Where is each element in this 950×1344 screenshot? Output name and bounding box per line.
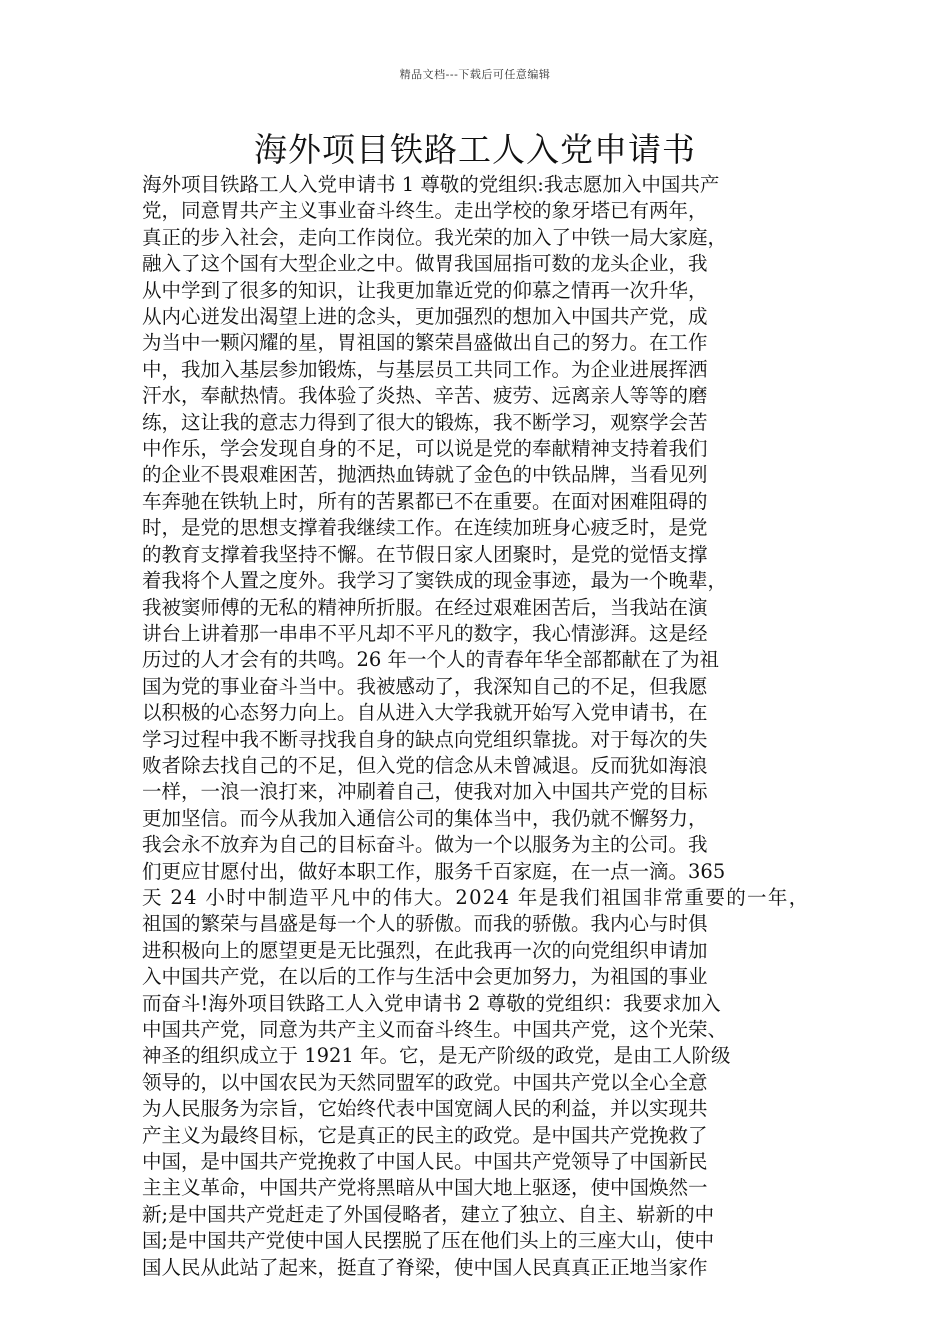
body-line: 主主义革命，中国共产党将黑暗从中国大地上驱逐，使中国焕然一 [142, 1176, 708, 1200]
body-line: 练，这让我的意志力得到了很大的锻炼，我不断学习，观察学会苦 [142, 410, 708, 434]
body-line: 从中学到了很多的知识，让我更加靠近党的仰慕之情再一次升华， [142, 278, 708, 302]
body-line: 从内心迸发出渴望上进的念头，更加强烈的想加入中国共产党，成 [142, 305, 708, 329]
body-line: 们更应甘愿付出，做好本职工作，服务千百家庭，在一点一滴。365 [142, 859, 726, 883]
body-line: 国为党的事业奋斗当中。我被感动了，我深知自己的不足，但我愿 [142, 674, 708, 698]
body-line: 党，同意胃共产主义事业奋斗终生。走出学校的象牙塔已有两年， [142, 199, 708, 223]
header-note: 精品文档---下载后可任意编辑 [399, 68, 551, 81]
body-line: 车奔驰在铁轨上时，所有的苦累都已不在重要。在面对困难阻碍的 [142, 489, 708, 513]
body-line: 以积极的心态努力向上。自从进入大学我就开始写入党申请书，在 [142, 701, 708, 725]
body-line: 中，我加入基层参加锻炼，与基层员工共同工作。为企业进展挥洒 [142, 357, 708, 381]
body-line: 中国，是中国共产党挽救了中国人民。中国共产党领导了中国新民 [142, 1150, 708, 1174]
body-line: 的教育支撑着我坚持不懈。在节假日家人团聚时，是党的觉悟支撑 [142, 542, 708, 566]
body-line: 的企业不畏艰难困苦，抛洒热血铸就了金色的中铁品牌，当看见列 [142, 463, 708, 487]
body-line: 着我将个人置之度外。我学习了窦铁成的现金事迹，最为一个晚辈， [142, 569, 728, 593]
body-line: 国;是中国共产党使中国人民摆脱了压在他们头上的三座大山，使中 [142, 1229, 715, 1253]
body-line: 讲台上讲着那一串串不平凡却不平凡的数字，我心情澎湃。这是经 [142, 621, 708, 645]
body-line: 学习过程中我不断寻找我自身的缺点向党组织靠拢。对于每次的失 [142, 727, 708, 751]
body-line: 祖国的繁荣与昌盛是每一个人的骄傲。而我的骄傲。我内心与时俱 [142, 912, 708, 936]
body-line: 进积极向上的愿望更是无比强烈，在此我再一次的向党组织申请加 [142, 938, 708, 962]
body-line: 汗水，奉献热情。我体验了炎热、辛苦、疲劳、远离亲人等等的磨 [142, 384, 708, 408]
body-line: 为当中一颗闪耀的星，胃祖国的繁荣昌盛做出自己的努力。在工作 [142, 331, 708, 355]
body-line: 为人民服务为宗旨，它始终代表中国宽阔人民的利益，并以实现共 [142, 1097, 708, 1121]
body-line: 入中国共产党，在以后的工作与生活中会更加努力，为祖国的事业 [142, 965, 708, 989]
body-line: 一样，一浪一浪打来，冲刷着自己，使我对加入中国共产党的目标 [142, 780, 708, 804]
body-line: 海外项目铁路工人入党申请书 1 尊敬的党组织:我志愿加入中国共产 [142, 173, 720, 196]
body-line: 中国共产党，同意为共产主义而奋斗终生。中国共产党，这个光荣、 [142, 1018, 728, 1041]
body-line: 时，是党的思想支撑着我继续工作。在连续加班身心疲乏时，是党 [142, 516, 708, 540]
body-line: 国人民从此站了起来，挺直了脊梁，使中国人民真真正正地当家作 [142, 1255, 708, 1279]
body-line: 历过的人才会有的共鸣。26 年一个人的青春年华全部都献在了为祖 [142, 648, 720, 672]
body-line: 领导的，以中国农民为天然同盟军的政党。中国共产党以全心全意 [142, 1070, 708, 1094]
body-line: 我被窦师傅的无私的精神所折服。在经过艰难困苦后，当我站在演 [142, 595, 708, 619]
body-line: 融入了这个国有大型企业之中。做胃我国屈指可数的龙头企业，我 [142, 252, 708, 276]
body-line: 天 24 小时中制造平凡中的伟大。2024 年是我们祖国非常重要的一年， [142, 885, 810, 909]
document-title: 海外项目铁路工人入党申请书 [254, 130, 696, 169]
body-line: 新;是中国共产党赶走了外国侵略者，建立了独立、自主、崭新的中 [142, 1202, 715, 1226]
body-line: 神圣的组织成立于 1921 年。它，是无产阶级的政党，是由工人阶级 [142, 1044, 731, 1068]
body-line: 我会永不放弃为自己的目标奋斗。做为一个以服务为主的公司。我 [142, 833, 708, 857]
body-line: 中作乐，学会发现自身的不足，可以说是党的奉献精神支持着我们 [142, 437, 708, 461]
body-line: 而奋斗!海外项目铁路工人入党申请书 2 尊敬的党组织：我要求加入 [142, 991, 721, 1015]
body-line: 更加坚信。而今从我加入通信公司的集体当中，我仍就不懈努力， [142, 806, 708, 830]
body-line: 真正的步入社会，走向工作岗位。我光荣的加入了中铁一局大家庭， [142, 225, 728, 249]
body-line: 败者除去找自己的不足，但入党的信念从未曾减退。反而犹如海浪 [142, 753, 708, 777]
document-body [142, 172, 810, 1281]
body-line: 产主义为最终目标，它是真正的民主的政党。是中国共产党挽救了 [142, 1123, 708, 1147]
